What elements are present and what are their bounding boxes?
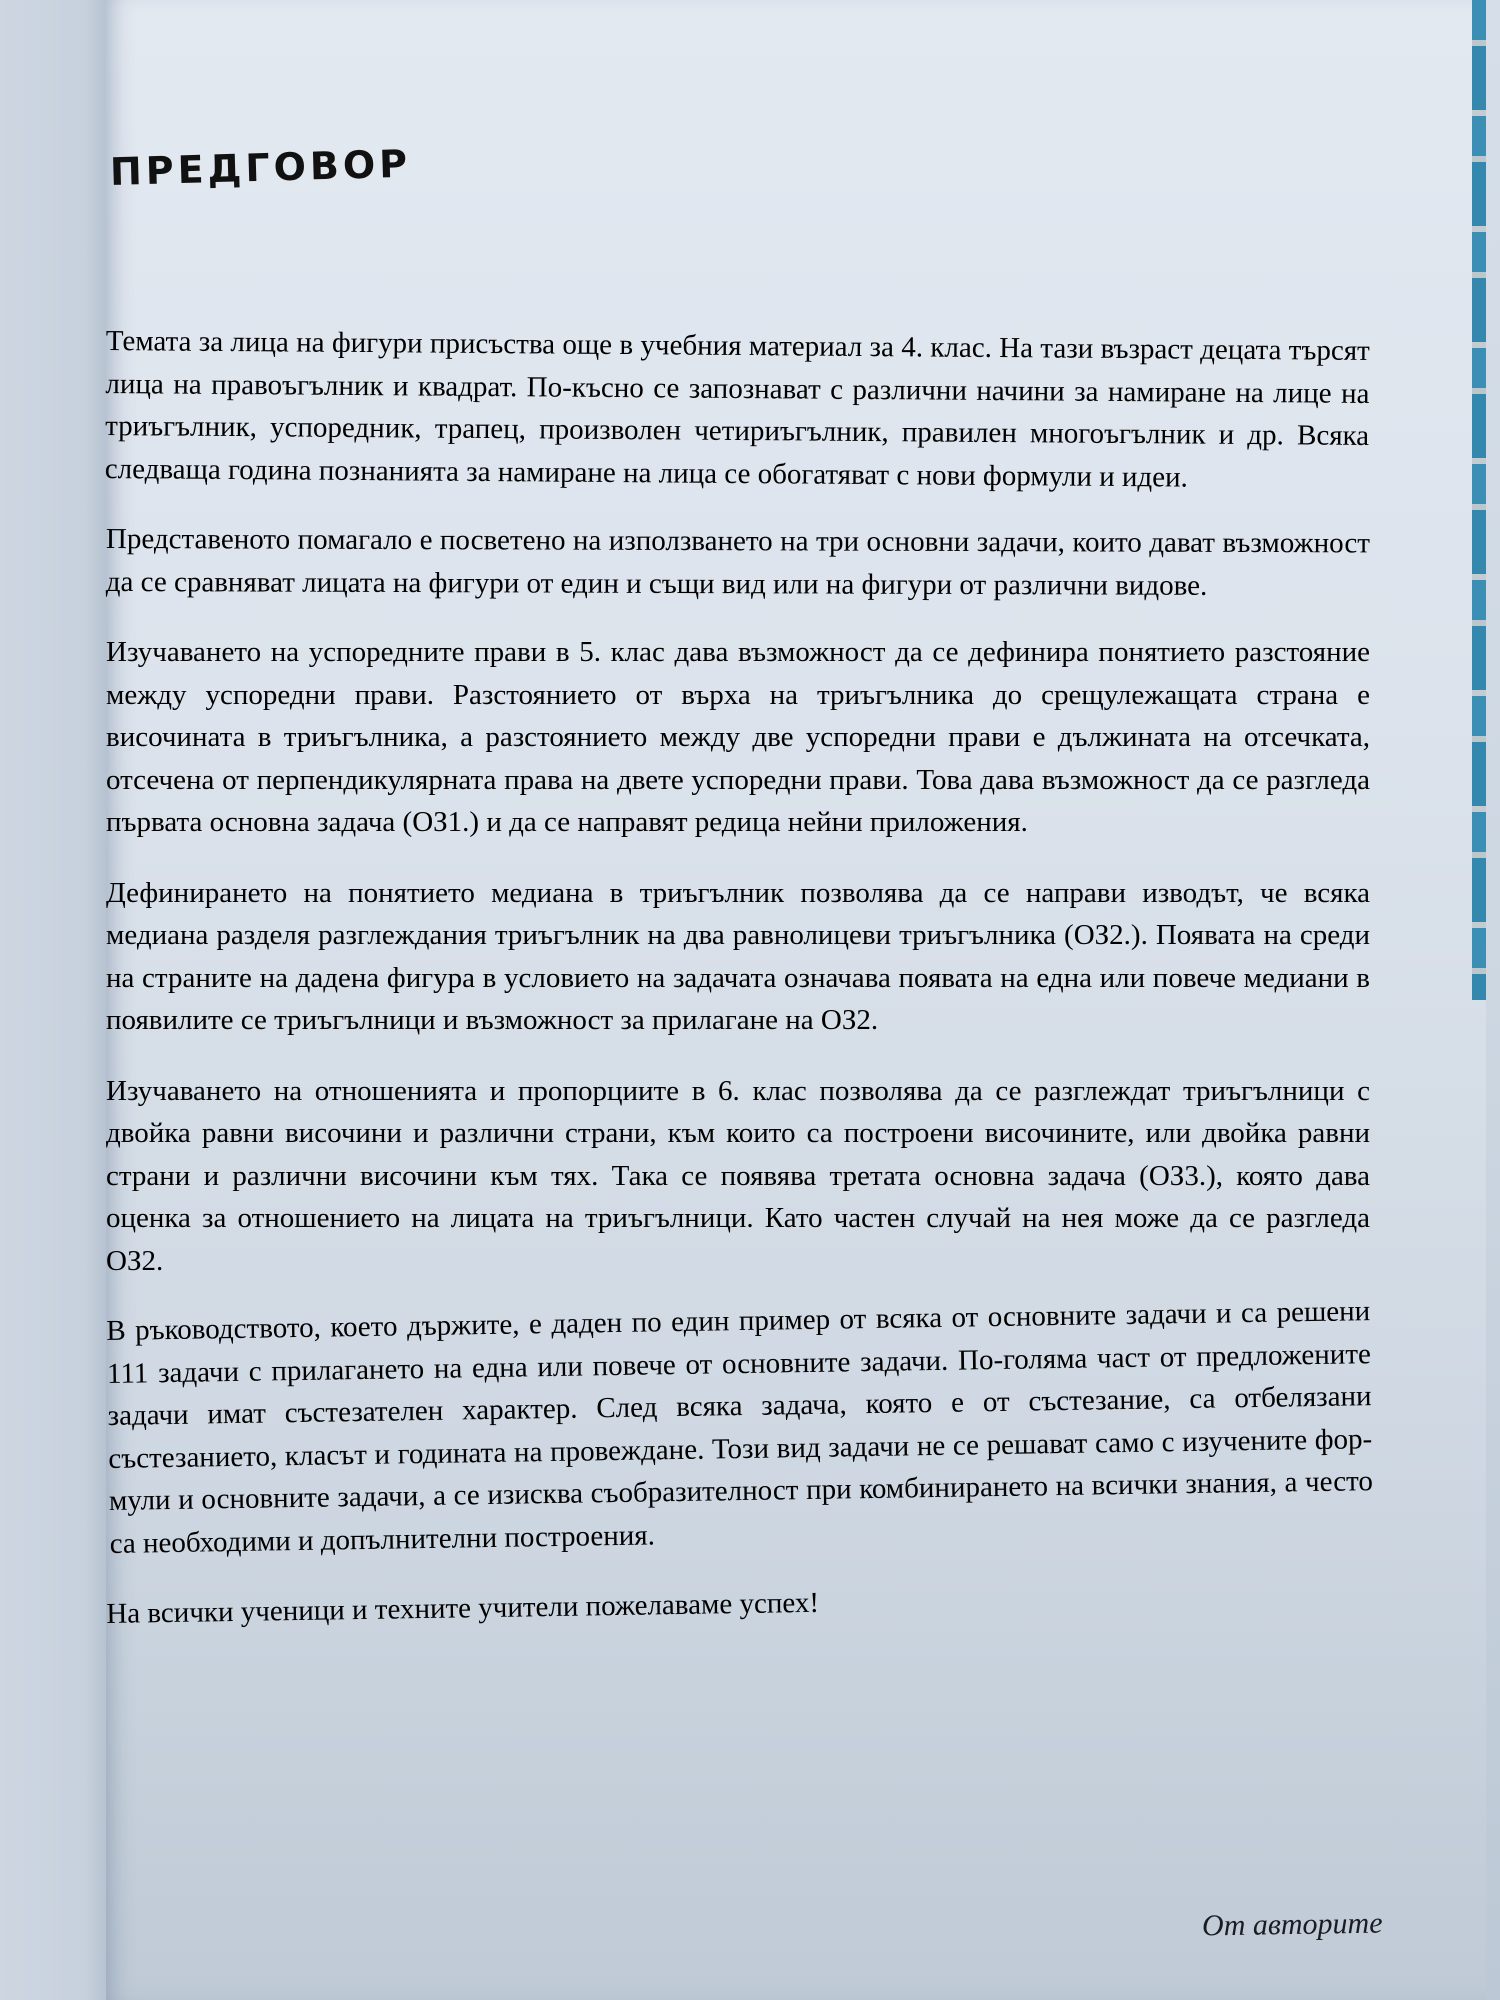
preface-body <box>104 320 1374 1664</box>
paragraph-3: Изучаването на успоредните прави в 5. клас дава възможност да се дефинира понятието разстояние между успоредни прави. Разстоянието от върха на триъгълника до срещулежащата страна е височината в триъгълника, а разстоянието между две успоредни прави е дължината на отсечката, отсечена от перпендикулярната права на двете успоредни прави. Това дава възможност да се разгледа първата основна задача (ОЗ1.) и да се направят редица нейни приложения. <box>106 636 1370 838</box>
author-signature: От авторите <box>1201 1906 1383 1943</box>
paragraph-5: Изучаването на отношенията и пропорциите в 6. клас позволява да се разглеждат триъгълници с двойка равни височини и различни страни, към които са построени височините, или двойка равни страни и различни височини към тях. Така се появява третата основна задача (ОЗ3.), която дава оценка за отношението на лицата на триъгълници. Като частен случай на нея може да се разгледа ОЗ2. <box>106 1074 1370 1277</box>
paragraph-6: В ръководството, което държите, е даден по един пример от всяка от основните задачи и са решени 111 задачи с прилагането на една или повече от основните задачи. По-голяма част от предложените задачи имат състезателен характер. След всяка задача, която е от състезание, са отбелязани състезанието, класът и годината на провеждане. Този вид задачи не се решават само с изучените формули и основните задачи, а се изисква съобразителност при комбинирането на всички знания, а често са необходими и допълнителни построения. <box>106 1295 1374 1560</box>
book-cover-edge <box>1472 0 1486 1000</box>
paragraph-2: Представеното помагало е посветено на използването на три основни задачи, които дават възможност да се сравняват лицата на фигури от един и същи вид или на фигури от различни видове. <box>105 523 1370 602</box>
paragraph-4: Дефинирането на понятието медиана в триъгълник позволява да се направи изводът, че всяка медиана разделя разглеждания триъгълник на два равнолицеви триъгълника (ОЗ2.). Появата на среди на страните на дадена фигура в условието на задачата означава появата на една или повече медиани в появилите се триъгълници и възможност за прилагане на ОЗ2. <box>106 876 1370 1036</box>
page-title: ПРЕДГОВОР <box>109 141 412 194</box>
previous-page-edge <box>0 0 106 2000</box>
paragraph-1: Темата за лица на фигури присъства още в учебния материал за 4. клас. На тази възраст децата търсят лица на правоъгълник и квадрат. По-късно се запознават с различни начини за намиране на лице на триъгълник, успоредник, трапец, произволен четириъгълник, правилен многоъгълник и др. Всяка следваща година познанията за намиране на лица се обогатяват с нови формули и идеи. <box>104 324 1370 494</box>
closing-wish: На всички ученици и техните учители пожелаваме успех! <box>106 1586 820 1630</box>
